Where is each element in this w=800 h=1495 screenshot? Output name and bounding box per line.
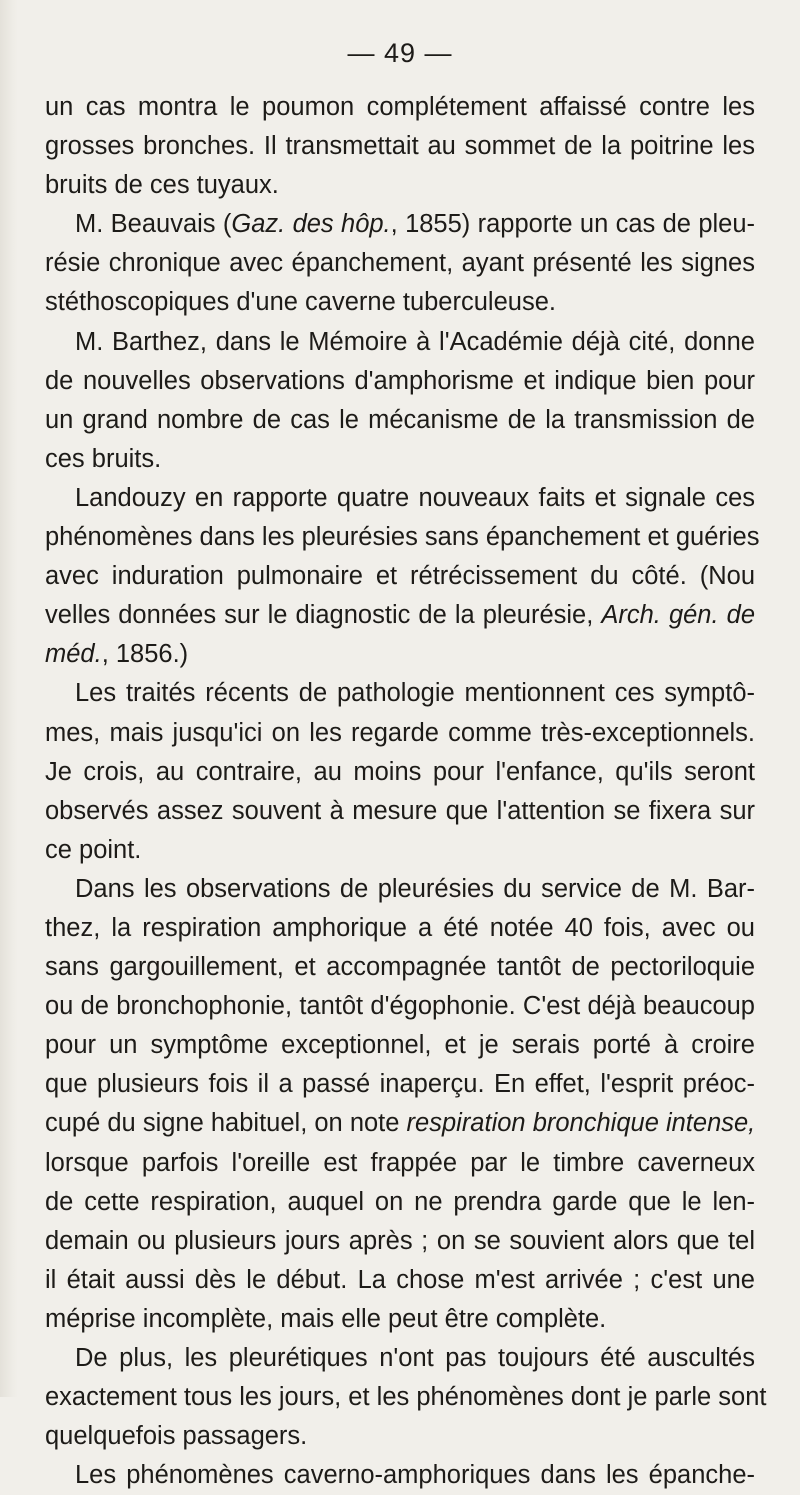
italic-citation: respiration bronchique intense, — [406, 1109, 756, 1138]
text-line: de nouvelles observations d'amphorisme et indique bien pour — [45, 366, 755, 395]
text-line: Landouzy en rapporte quatre nouveaux faits et signale ces — [75, 483, 755, 512]
body-text — [45, 88, 767, 1495]
text-line: un cas montra le poumon complétement affaissé contre les — [45, 93, 755, 121]
text-line: sans gargouillement, et accompagnée tantôt de pectoriloquie — [45, 953, 755, 982]
text-segment: , 1855) rapporte un cas de pleu- — [390, 210, 756, 239]
text-line: M. Barthez, dans le Mémoire à l'Académie déjà cité, donne — [75, 327, 755, 356]
text-line — [45, 635, 755, 674]
text-line: méprise incomplète, mais elle peut être complète. — [45, 1304, 607, 1333]
text-line: Les traités récents de pathologie mentionnent ces symptô- — [75, 679, 755, 708]
text-line: que plusieurs fois il a passé inaperçu. En effet, l'esprit préoc- — [45, 1070, 755, 1099]
text-line: Dans les observations de pleurésies du service de M. Bar- — [75, 874, 755, 903]
text-line: ou de bronchophonie, tantôt d'égophonie. C'est déjà beaucoup — [45, 992, 755, 1021]
italic-citation: Gaz. des hôp. — [231, 210, 391, 239]
text-line: grosses bronches. Il transmettait au sommet de la poitrine les — [45, 132, 755, 161]
text-segment: M. Beauvais ( — [75, 210, 232, 239]
italic-citation: méd. — [45, 640, 102, 669]
text-line: avec induration pulmonaire et rétrécissement du côté. (Nou — [45, 562, 755, 591]
text-line: pour un symptôme exceptionnel, et je serais porté à croire — [45, 1031, 755, 1060]
page-gutter — [0, 0, 18, 1397]
text-line: ce point. — [45, 835, 142, 864]
text-line — [45, 1104, 755, 1143]
text-line — [45, 205, 755, 244]
text-line: il était aussi dès le début. La chose m'est arrivée ; c'est une — [45, 1265, 755, 1294]
text-line: thez, la respiration amphorique a été notée 40 fois, avec ou — [45, 913, 755, 942]
text-line: bruits de ces tuyaux. — [45, 171, 279, 200]
text-line: résie chronique avec épanchement, ayant présenté les signes — [45, 249, 755, 278]
text-line: un grand nombre de cas le mécanisme de la transmission de — [45, 405, 755, 434]
page-number: — 49 — — [347, 38, 453, 68]
text-line: mes, mais jusqu'ici on les regarde comme très-exceptionnels. — [45, 718, 755, 747]
text-line: observés assez souvent à mesure que l'attention se fixera sur — [45, 796, 755, 825]
text-line: exactement tous les jours, et les phénomènes dont je parle sont — [45, 1383, 767, 1412]
text-segment: velles données sur le diagnostic de la pleurésie, — [45, 601, 602, 630]
text-line: ces bruits. — [45, 444, 162, 473]
text-segment: , 1856.) — [101, 640, 189, 669]
text-line: lorsque parfois l'oreille est frappée par le timbre caverneux — [45, 1148, 755, 1177]
text-line: demain ou plusieurs jours après ; on se souvient alors que tel — [45, 1226, 755, 1255]
text-line: quelquefois passagers. — [45, 1422, 308, 1451]
text-line: stéthoscopiques d'une caverne tuberculeuse. — [45, 288, 556, 317]
text-line — [45, 596, 755, 635]
text-line: De plus, les pleurétiques n'ont pas toujours été auscultés — [75, 1344, 755, 1372]
text-line: Je crois, au contraire, au moins pour l'enfance, qu'ils seront — [45, 757, 755, 786]
text-line: phénomènes dans les pleurésies sans épanchement et guéries — [45, 523, 760, 552]
italic-citation: Arch. gén. de — [601, 601, 755, 630]
text-line: Les phénomènes caverno-amphoriques dans les épanche- — [75, 1461, 755, 1490]
text-segment: cupé du signe habituel, on note — [45, 1109, 407, 1138]
text-line: de cette respiration, auquel on ne prendra garde que le len- — [45, 1187, 755, 1216]
